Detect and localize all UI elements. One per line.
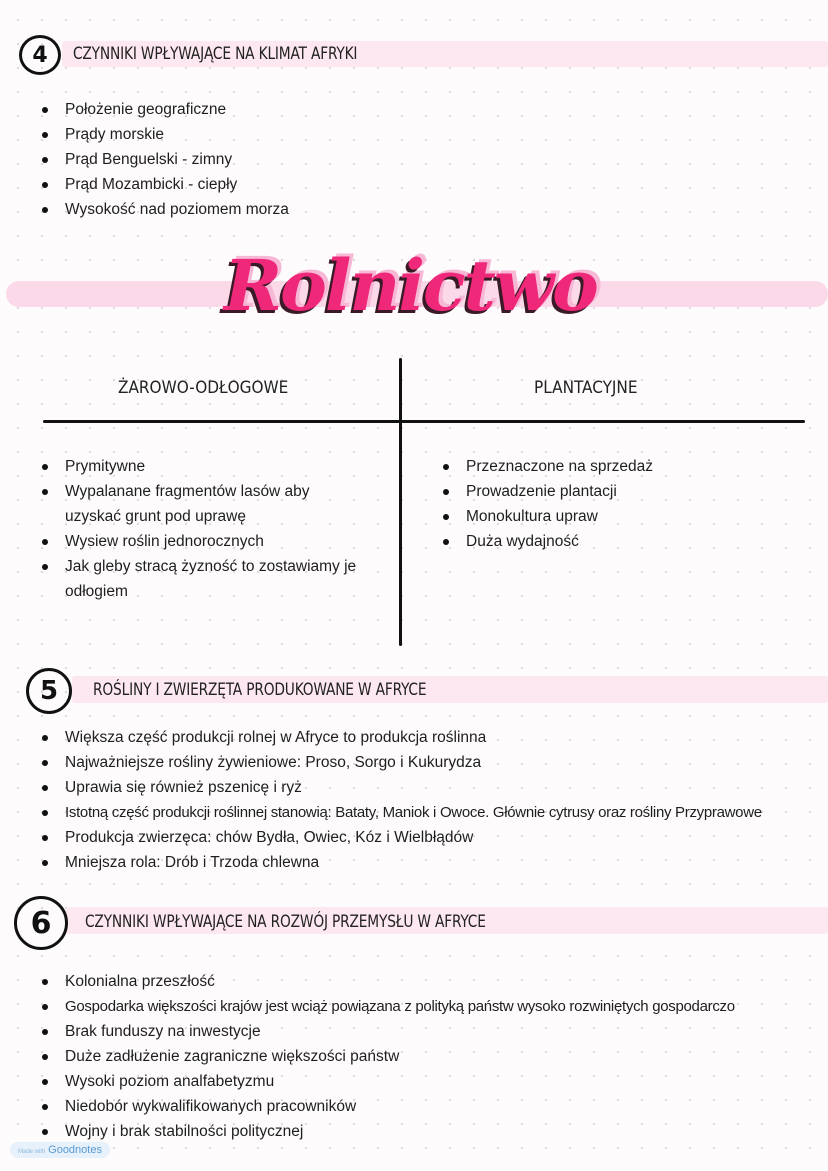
section5-number: 5 [39, 676, 59, 706]
list-item: Jak gleby stracą żyzność to zostawiamy je odłogiem [40, 554, 360, 604]
list-item: Prąd Benguelski - zimny [40, 147, 289, 172]
list-item: Wojny i brak stabilności politycznej [40, 1119, 735, 1144]
list-item: Gospodarka większości krajów jest wciąż powiązana z polityką państw wysoko rozwiniętych gospodarczo [40, 994, 735, 1019]
watermark-brand: Goodnotes [48, 1144, 102, 1156]
section5-title: ROŚLINY I ZWIERZĘTA PRODUKOWANE W AFRYCE [93, 680, 427, 700]
list-item: Wysokość nad poziomem morza [40, 197, 289, 222]
goodnotes-watermark [10, 1142, 110, 1158]
right-column-heading: PLANTACYJNE [534, 378, 638, 398]
list-item: Niedobór wykwalifikowanych pracowników [40, 1094, 735, 1119]
list-item: Wysiew roślin jednorocznych [40, 529, 360, 554]
section4-number-badge [19, 35, 61, 75]
section4-title: CZYNNIKI WPŁYWAJĄCE NA KLIMAT AFRYKI [73, 44, 358, 64]
section5-number-badge [26, 668, 72, 714]
section6-title: CZYNNIKI WPŁYWAJĄCE NA ROZWÓJ PRZEMYSŁU W AFRYCE [85, 912, 486, 932]
right-column-list [441, 454, 653, 554]
list-item: Wysoki poziom analfabetyzmu [40, 1069, 735, 1094]
list-item: Brak funduszy na inwestycje [40, 1019, 735, 1044]
watermark-made-with: Made with [18, 1149, 46, 1155]
section6-list [40, 969, 735, 1144]
list-item: Położenie geograficzne [40, 97, 289, 122]
section5-list [40, 725, 762, 875]
table-divider-vertical [399, 358, 402, 646]
list-item: Istotną część produkcji roślinnej stanowią: Bataty, Maniok i Owoce. Głównie cytrusy oraz rośliny Przyprawowe [40, 800, 762, 825]
list-item: Wypalanane fragmentów lasów aby uzyskać grunt pod uprawę [40, 479, 360, 529]
list-item: Duża wydajność [441, 529, 653, 554]
list-item: Większa część produkcji rolnej w Afryce to produkcja roślinna [40, 725, 762, 750]
list-item: Prymitywne [40, 454, 360, 479]
section4-list [40, 97, 289, 222]
section6-number: 6 [30, 905, 52, 941]
list-item: Uprawia się również pszenicę i ryż [40, 775, 762, 800]
left-column-list [40, 454, 360, 604]
left-column-heading: ŻAROWO-ODŁOGOWE [118, 378, 289, 398]
list-item: Prąd Mozambicki - ciepły [40, 172, 289, 197]
list-item: Prowadzenie plantacji [441, 479, 653, 504]
rolnictwo-title: Rolnictwo [224, 244, 597, 327]
list-item: Kolonialna przeszłość [40, 969, 735, 994]
list-item: Najważniejsze rośliny żywieniowe: Proso, Sorgo i Kukurydza [40, 750, 762, 775]
list-item: Produkcja zwierzęca: chów Bydła, Owiec, Kóz i Wielbłądów [40, 825, 762, 850]
list-item: Duże zadłużenie zagraniczne większości państw [40, 1044, 735, 1069]
list-item: Przeznaczone na sprzedaż [441, 454, 653, 479]
list-item: Mniejsza rola: Drób i Trzoda chlewna [40, 850, 762, 875]
table-divider-horizontal [43, 420, 805, 423]
list-item: Prądy morskie [40, 122, 289, 147]
list-item: Monokultura upraw [441, 504, 653, 529]
section6-number-badge [14, 896, 68, 950]
section4-number: 4 [32, 42, 48, 68]
